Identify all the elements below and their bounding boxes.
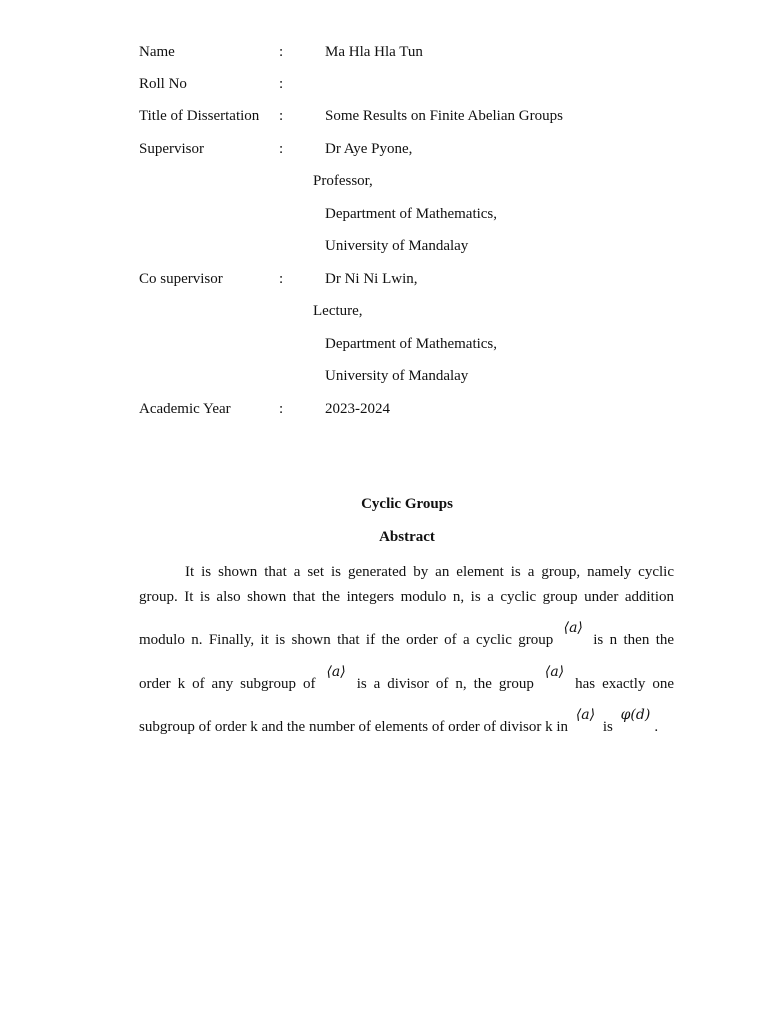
abstract-line-4-text-c: has exactly one — [575, 676, 675, 692]
supervisor-colon: : — [279, 141, 284, 157]
abstract-line-5 — [139, 707, 674, 737]
supervisor-department: Department of Mathematics, — [325, 206, 498, 222]
name-label: Name — [139, 44, 175, 60]
abstract-line-5-text-c: . — [654, 719, 659, 735]
roll-no-label: Roll No — [139, 76, 187, 92]
abstract-line-3-text-b: is n then the — [593, 632, 675, 648]
academic-year-value: 2023-2024 — [325, 401, 390, 417]
supervisor-university: University of Mandalay — [325, 238, 469, 254]
name-value: Ma Hla Hla Tun — [325, 44, 423, 60]
abstract-line-1: It is shown that a set is generated by an element is a group, namely cyclic — [185, 564, 674, 580]
title-label: Title of Dissertation — [139, 108, 260, 124]
co-supervisor-label: Co supervisor — [139, 271, 223, 287]
co-supervisor-university: University of Mandalay — [325, 368, 469, 384]
co-supervisor-colon: : — [279, 271, 284, 287]
math-euler-phi: φ(d) — [620, 707, 651, 723]
abstract-line-4-text-b: is a divisor of n, the group — [356, 676, 534, 692]
title-value: Some Results on Finite Abelian Groups — [325, 108, 563, 124]
co-supervisor-value: Dr Ni Ni Lwin, — [325, 271, 418, 287]
abstract-line-5-text-b: is — [602, 719, 613, 735]
co-supervisor-position: Lecture, — [313, 303, 363, 319]
name-colon: : — [279, 44, 284, 60]
math-cyclic-group: ⟨a⟩ — [326, 664, 346, 680]
co-supervisor-department: Department of Mathematics, — [325, 336, 498, 352]
math-cyclic-group: ⟨a⟩ — [563, 620, 583, 636]
academic-year-colon: : — [279, 401, 284, 417]
section-title: Cyclic Groups — [361, 496, 453, 512]
roll-no-colon: : — [279, 76, 284, 92]
supervisor-label: Supervisor — [139, 141, 204, 157]
abstract-line-3 — [139, 620, 675, 650]
math-cyclic-group: ⟨a⟩ — [544, 664, 565, 680]
title-colon: : — [279, 108, 284, 124]
supervisor-value: Dr Aye Pyone, — [325, 141, 413, 157]
abstract-line-3-text-a: modulo n. Finally, it is shown that if the order of a cyclic group — [139, 632, 554, 648]
abstract-line-4-text-a: order k of any subgroup of — [139, 676, 316, 692]
math-cyclic-group: ⟨a⟩ — [575, 707, 596, 723]
academic-year-label: Academic Year — [139, 401, 231, 417]
abstract-line-2: group. It is also shown that the integers modulo n, is a cyclic group under addition — [139, 589, 674, 605]
supervisor-position: Professor, — [313, 173, 373, 189]
abstract-line-4 — [139, 664, 675, 694]
abstract-line-5-text-a: subgroup of order k and the number of elements of order of divisor k in — [139, 719, 569, 735]
abstract-heading: Abstract — [379, 529, 435, 545]
